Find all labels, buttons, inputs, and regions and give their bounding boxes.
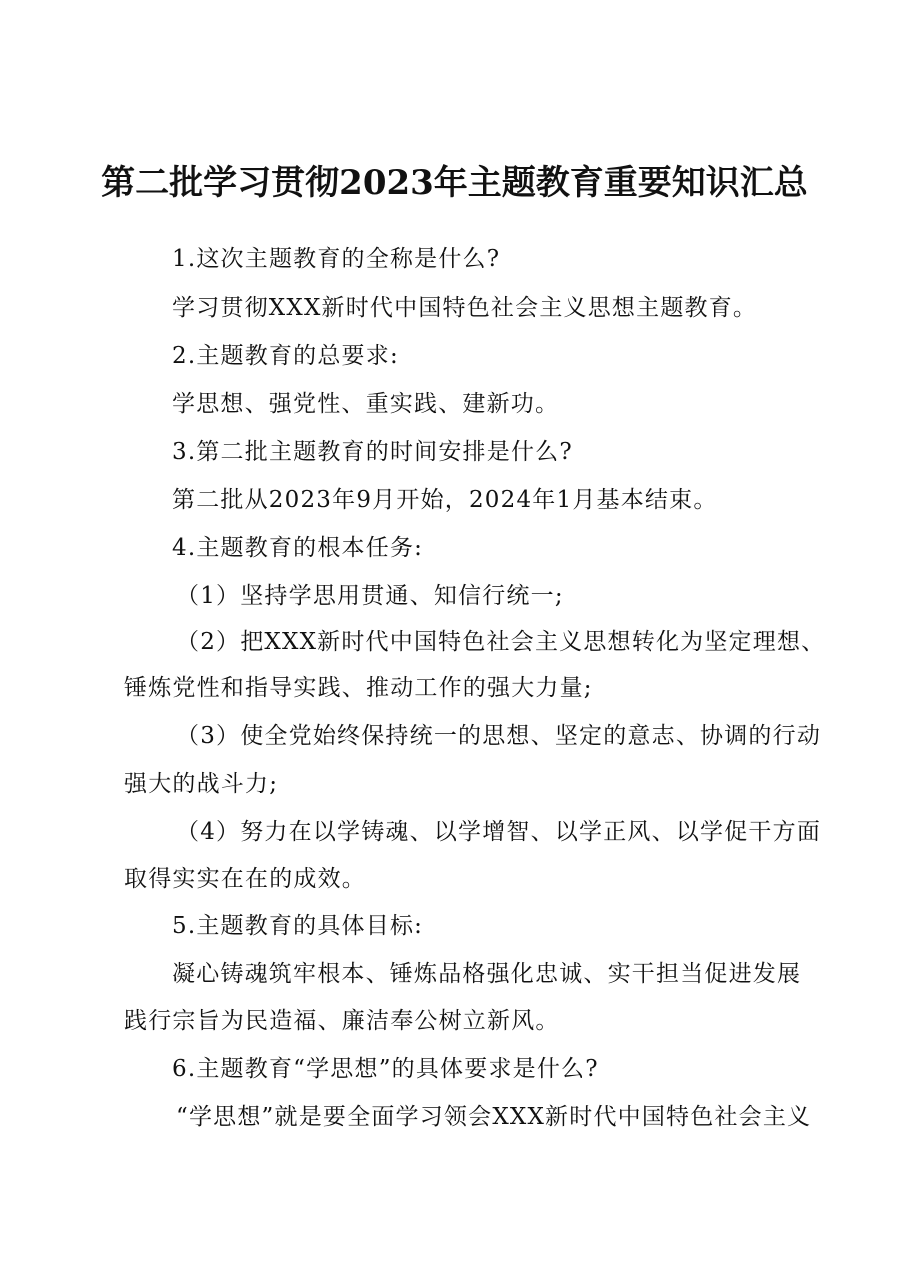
answer-5-line-2: 践行宗旨为民造福、廉洁奉公树立新风。 xyxy=(124,1008,560,1034)
question-3: 3.第二批主题教育的时间安排是什么? xyxy=(172,439,573,465)
question-4: 4.主题教育的根本任务: xyxy=(172,535,424,561)
question-1: 1.这次主题教育的全称是什么? xyxy=(172,246,501,272)
answer-6-line-1: “学思想”就是要全面学习领会XXX新时代中国特色社会主义 xyxy=(176,1104,812,1130)
task-item-2-line-2: 锤炼党性和指导实践、推动工作的强大力量; xyxy=(124,675,593,701)
answer-3: 第二批从2023年9月开始，2024年1月基本结束。 xyxy=(172,487,718,513)
question-6: 6.主题教育“学思想”的具体要求是什么? xyxy=(172,1056,599,1082)
task-item-4-line-1: （4）努力在以学铸魂、以学增智、以学正风、以学促干方面 xyxy=(176,819,822,845)
task-item-3-line-2: 强大的战斗力; xyxy=(124,771,279,797)
task-item-4-line-2: 取得实实在在的成效。 xyxy=(124,866,366,892)
answer-1: 学习贯彻XXX新时代中国特色社会主义思想主题教育。 xyxy=(172,295,758,321)
question-2: 2.主题教育的总要求: xyxy=(172,343,399,369)
task-item-3-line-1: （3）使全党始终保持统一的思想、坚定的意志、协调的行动 xyxy=(176,723,822,749)
document-title: 第二批学习贯彻2023年主题教育重要知识汇总 xyxy=(101,163,808,203)
answer-2: 学思想、强党性、重实践、建新功。 xyxy=(172,391,560,417)
answer-5-line-1: 凝心铸魂筑牢根本、锤炼品格强化忠诚、实干担当促进发展 xyxy=(172,961,802,987)
task-item-1: （1）坚持学思用贯通、知信行统一; xyxy=(176,583,564,609)
task-item-2-line-1: （2）把XXX新时代中国特色社会主义思想转化为坚定理想、 xyxy=(176,629,826,655)
question-5: 5.主题教育的具体目标: xyxy=(172,913,424,939)
